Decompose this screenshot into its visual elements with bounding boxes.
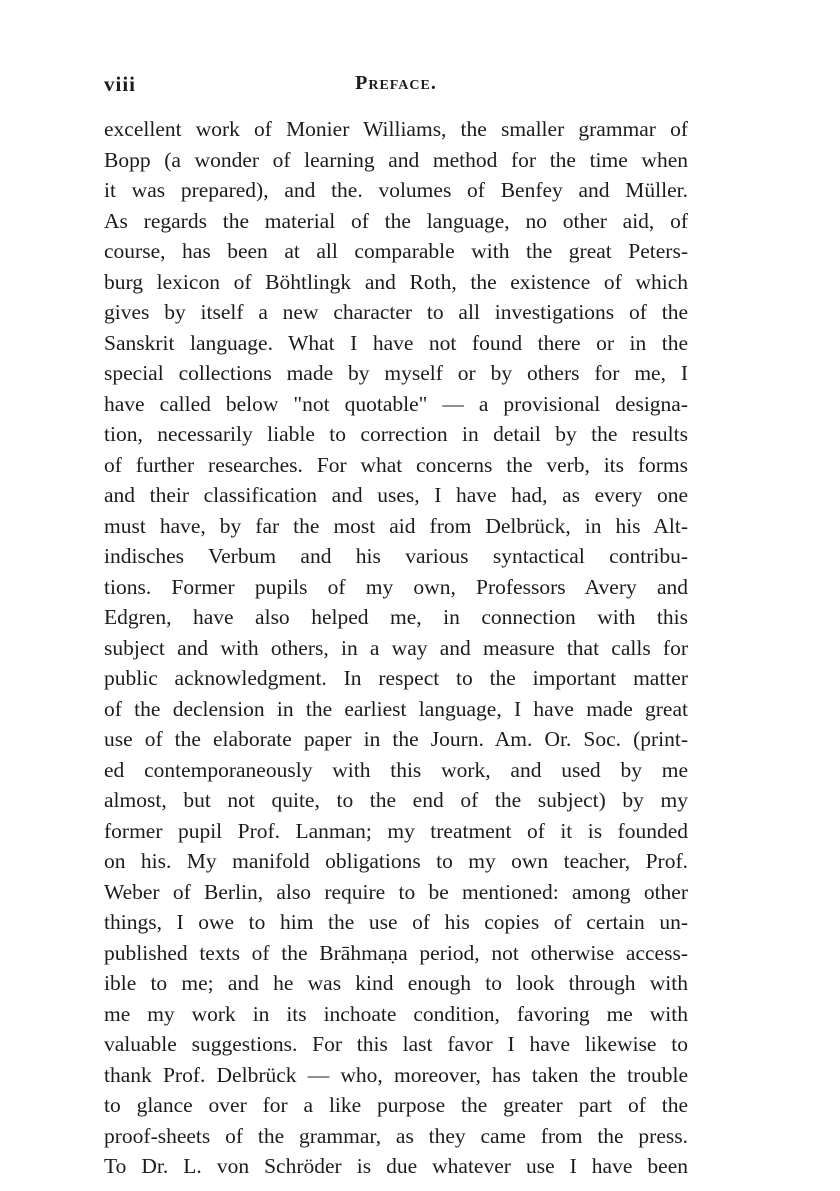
text-line: course, has been at all comparable with the great Peters-	[104, 239, 688, 263]
text-line: special collections made by myself or by others for me, I	[104, 361, 688, 385]
text-line: and their classification and uses, I have had, as every one	[104, 483, 688, 507]
text-line: subject and with others, in a way and measure that calls for	[104, 635, 688, 660]
text-line: gives by itself a new character to all investigations of the	[104, 300, 688, 324]
text-line: public acknowledgment. In respect to the important matter	[104, 666, 688, 690]
text-line: valuable suggestions. For this last favor I have likewise to	[104, 1032, 688, 1056]
text-line: excellent work of Monier Williams, the smaller grammar of	[104, 117, 688, 141]
text-line: Bopp (a wonder of learning and method for the time when	[104, 147, 688, 172]
page-header	[104, 72, 688, 102]
text-line: tions. Former pupils of my own, Professors Avery and	[104, 574, 688, 599]
text-line: indisches Verbum and his various syntactical contribu-	[104, 544, 688, 568]
text-line: on his. My manifold obligations to my own teacher, Prof.	[104, 849, 688, 873]
text-line: of the declension in the earliest language, I have made great	[104, 696, 688, 721]
text-line: former pupil Prof. Lanman; my treatment of it is founded	[104, 818, 688, 843]
text-line: me my work in its inchoate condition, favoring me with	[104, 1001, 688, 1026]
text-line: ed contemporaneously with this work, and used by me	[104, 757, 688, 782]
text-line: proof-sheets of the grammar, as they came from the press.	[104, 1123, 688, 1148]
text-line: To Dr. L. von Schröder is due whatever use I have been	[104, 1154, 688, 1178]
text-line: have called below "not quotable" — a provisional designa-	[104, 391, 688, 416]
text-line: published texts of the Brāhmaṇa period, not otherwise access-	[104, 940, 688, 965]
text-line: things, I owe to him the use of his copies of certain un-	[104, 910, 688, 934]
page-number: viii	[104, 72, 137, 96]
text-line: ible to me; and he was kind enough to look through with	[104, 971, 688, 995]
text-line: As regards the material of the language, no other aid, of	[104, 208, 688, 233]
text-line: Sanskrit language. What I have not found there or in the	[104, 330, 688, 355]
text-line: of further researches. For what concerns the verb, its forms	[104, 452, 688, 477]
text-line: tion, necessarily liable to correction in detail by the results	[104, 422, 688, 446]
running-head: Preface.	[355, 72, 437, 94]
text-line: Weber of Berlin, also require to be mentioned: among other	[104, 879, 688, 904]
text-line: burg lexicon of Böhtlingk and Roth, the existence of which	[104, 269, 688, 294]
text-line: thank Prof. Delbrück — who, moreover, has taken the trouble	[104, 1062, 688, 1087]
text-line: Edgren, have also helped me, in connection with this	[104, 605, 688, 629]
text-line: it was prepared), and the. volumes of Benfey and Müller.	[104, 178, 688, 202]
text-line: use of the elaborate paper in the Journ. Am. Or. Soc. (print-	[104, 727, 688, 751]
text-line: must have, by far the most aid from Delbrück, in his Alt-	[104, 513, 688, 538]
text-line: to glance over for a like purpose the greater part of the	[104, 1093, 688, 1117]
body-text	[104, 114, 688, 1182]
text-line: almost, but not quite, to the end of the subject) by my	[104, 788, 688, 812]
